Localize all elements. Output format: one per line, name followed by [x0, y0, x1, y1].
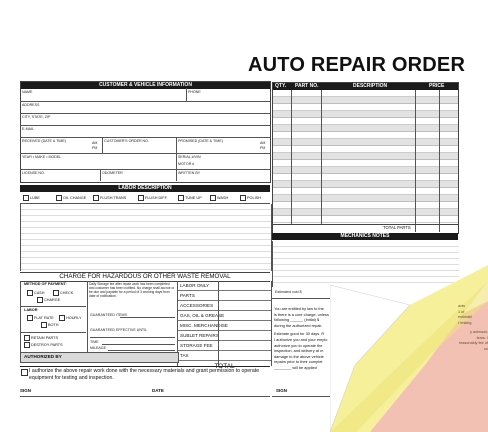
- total-row-storage: STORAGE FEE: [178, 341, 271, 351]
- email-label: E-MAIL: [22, 127, 34, 131]
- parts-header: [273, 83, 458, 90]
- pay-cash[interactable]: CASH: [27, 290, 45, 296]
- labor-flat-rate[interactable]: FLAT RATE: [27, 315, 54, 321]
- total-row-parts: PARTS: [178, 291, 271, 301]
- estimated-cost-label: Estimated cost $: [275, 290, 302, 294]
- authorize-text: I authorize the above repair work done with the necessary materials and grant permission to operate equipment for testing and inspection.: [29, 368, 260, 381]
- estimate-line-6: repairs prior to their complet: [274, 359, 323, 365]
- service-wash[interactable]: WASH: [210, 193, 228, 203]
- tune-up-checkbox[interactable]: [178, 195, 184, 201]
- destroy-parts[interactable]: DESTROY PARTS: [24, 342, 63, 348]
- promised-pm: PM: [260, 146, 266, 150]
- form-title: AUTO REPAIR ORDER: [248, 54, 466, 76]
- notice-fill-line: ________ will be applied: [274, 364, 317, 370]
- name-label: NAME: [22, 90, 33, 94]
- mileage-label: MILEAGE: [90, 346, 106, 350]
- payment-method-label: METHOD OF PAYMENT:: [24, 282, 67, 286]
- oil-change-checkbox[interactable]: [56, 195, 62, 201]
- received-am: AM: [92, 141, 98, 145]
- copy-text-fragments: acts 1 of estimatii r testing: [458, 304, 472, 325]
- service-flush-diff[interactable]: FLUSH DIFF.: [138, 193, 168, 203]
- notice-line-1: You are entitled by law to the: [274, 306, 324, 311]
- payment-block: [20, 281, 88, 352]
- grand-total: TOTAL: [214, 363, 235, 370]
- authorized-by-bar: [20, 352, 179, 363]
- guaranteed-effective-label: GUARANTEED EFFECTIVE UNTIL: [90, 328, 148, 332]
- authorized-by-label: AUTHORIZED BY: [24, 354, 62, 359]
- total-row-labor: LABOR ONLY: [178, 281, 271, 291]
- service-tune-up[interactable]: TUNE UP: [178, 193, 202, 203]
- labor-type-label: LABOR: [24, 308, 38, 312]
- service-oil-change[interactable]: OIL CHANGE: [56, 193, 86, 203]
- date-label-left: DATE: [152, 388, 164, 393]
- customer-order-label: CUSTOMER'S ORDER NO.: [104, 139, 149, 143]
- total-row-tax: TAX: [178, 351, 271, 361]
- sign-label-left: SIGN: [20, 388, 32, 393]
- flush-diff-checkbox[interactable]: [138, 195, 144, 201]
- phone-label: PHONE: [188, 90, 201, 94]
- address-label: ADDRESS: [22, 103, 40, 107]
- written-by-label: WRITTEN BY: [178, 171, 201, 175]
- storage-note: Daily Storage fee after repair work has been completed and customer has been notified. No charge shall accrue or be due and payable for a period of 3 working days from date of notification.: [89, 282, 175, 298]
- promised-label: PROMISED (DATE & TIME): [178, 139, 223, 143]
- service-lube[interactable]: LUBE: [23, 193, 40, 203]
- service-polish[interactable]: POLISH: [240, 193, 261, 203]
- odometer-label: ODOMETER: [102, 171, 123, 175]
- license-label: LICENSE NO.: [22, 171, 45, 175]
- qty-header: QTY.: [275, 83, 287, 89]
- pay-charge[interactable]: CHARGE: [37, 297, 60, 303]
- received-pm: PM: [92, 146, 98, 150]
- total-row-gas: GAS, OIL & GREASE: [178, 311, 271, 321]
- description-header: DESCRIPTION: [353, 83, 388, 89]
- part-no-header: PART NO.: [295, 83, 319, 89]
- guaranteed-items-label: GUARANTEED ITEMS: [90, 313, 127, 317]
- notice-line-3: following ______ (Initial) $: [274, 317, 320, 323]
- estimate-line-4: inspection, and delivery at m: [274, 348, 324, 354]
- estimate-line-5: damage to the above vehicle: [274, 353, 324, 359]
- copy-text-fragments-2: y acknowl- tems. I reasonably fee of on: [458, 330, 488, 351]
- ymm-label: YEAR • MAKE • MODEL: [22, 155, 62, 159]
- retain-parts[interactable]: RETAIN PARTS: [24, 335, 58, 341]
- wash-checkbox[interactable]: [210, 195, 216, 201]
- total-row-sublet: SUBLET REPAIRS: [178, 331, 271, 341]
- total-row-accessories: ACCESSORIES: [178, 301, 271, 311]
- estimate-line-1: Estimate good for 30 days. R: [274, 331, 325, 337]
- parts-table: [272, 82, 459, 234]
- city-label: CITY, STATE, ZIP: [22, 115, 51, 119]
- notice-line-2: is there is a core charge, unless: [274, 311, 329, 317]
- flush-trans-checkbox[interactable]: [93, 195, 99, 201]
- authorize-checkbox[interactable]: [21, 369, 28, 376]
- promised-am: AM: [260, 141, 266, 145]
- notice-line-4: during the authorized repair.: [274, 322, 323, 328]
- mechanics-header: MECHANICS NOTES: [272, 233, 458, 240]
- customer-header: CUSTOMER & VEHICLE INFORMATION: [21, 82, 270, 89]
- labor-both[interactable]: BOTH: [41, 322, 59, 328]
- totals-block: [177, 281, 272, 370]
- estimate-line-2: I authorize you and your emplo: [274, 336, 328, 342]
- time-label: TIME: [90, 340, 99, 344]
- parts-rows[interactable]: [273, 90, 458, 223]
- lube-checkbox[interactable]: [23, 195, 29, 201]
- total-row-misc: MISC. MERCHANDISE: [178, 321, 271, 331]
- service-flush-trans[interactable]: FLUSH TRANS: [93, 193, 126, 203]
- motor-label: MOTOR #: [178, 162, 195, 166]
- pay-check[interactable]: CHECK: [53, 290, 73, 296]
- price-header: PRICE: [429, 83, 445, 89]
- customer-section: [20, 81, 271, 183]
- sign-label-right: SIGN: [276, 388, 288, 393]
- hazard-header: CHARGE FOR HAZARDOUS OR OTHER WASTE REMOVAL: [20, 272, 270, 282]
- labor-hourly[interactable]: HOURLY: [59, 315, 82, 321]
- polish-checkbox[interactable]: [240, 195, 246, 201]
- estimate-line-3: authorize you to operate the: [274, 342, 323, 348]
- total-parts-label: TOTAL PARTS: [383, 225, 411, 230]
- labor-services-row: [20, 193, 270, 204]
- labor-lines-area[interactable]: [20, 204, 272, 271]
- received-label: RECEIVED (DATE & TIME): [22, 139, 66, 143]
- serial-label: SERIAL #/VIN: [178, 155, 201, 159]
- labor-header: LABOR DESCRIPTION: [20, 185, 270, 192]
